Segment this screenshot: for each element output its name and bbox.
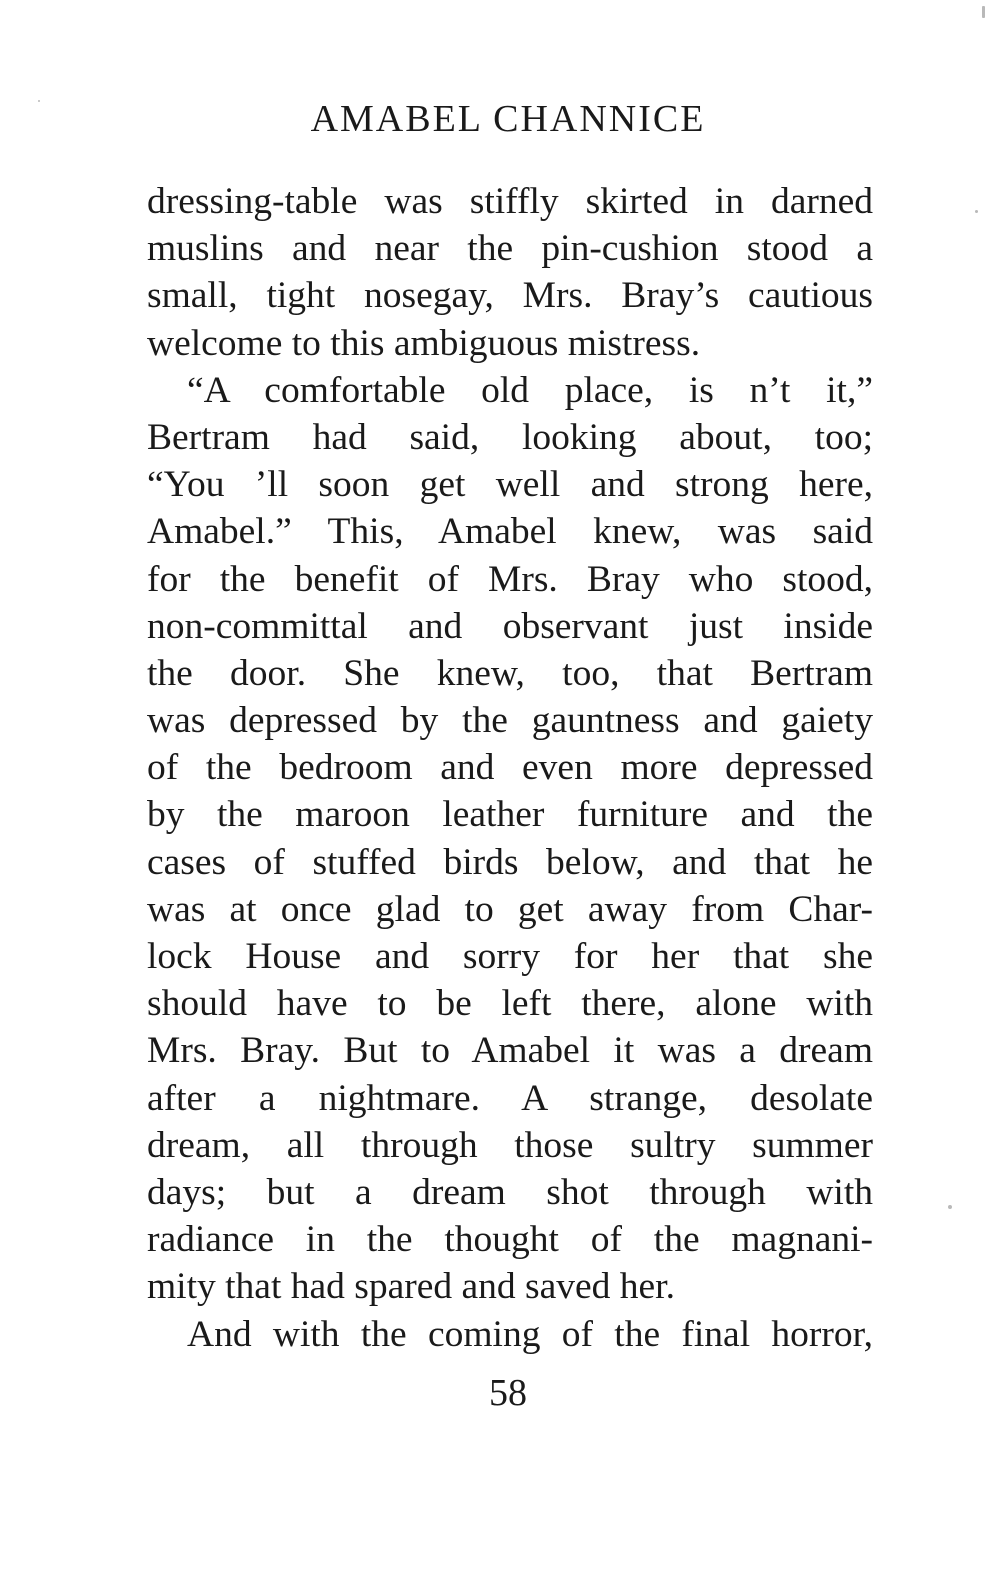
text-line: small, tight nosegay, Mrs. Bray’s cautious — [147, 275, 873, 317]
text-line: Amabel.” This, Amabel knew, was said — [147, 511, 873, 553]
text-line: mity that had spared and saved her. — [147, 1266, 675, 1308]
text-line: And with the coming of the final horror, — [187, 1313, 873, 1355]
scan-speck — [948, 1205, 952, 1209]
text-line: cases of stuffed birds below, and that he — [147, 841, 873, 883]
text-line: by the maroon leather furniture and the — [147, 794, 873, 836]
scan-speck — [38, 100, 40, 102]
text-line: days; but a dream shot through with — [147, 1171, 873, 1213]
scan-speck — [975, 210, 978, 213]
text-line: “You ’ll soon get well and strong here, — [147, 464, 873, 506]
text-line: the door. She knew, too, that Bertram — [147, 652, 873, 694]
text-line: should have to be left there, alone with — [147, 983, 873, 1025]
text-line: was at once glad to get away from Char- — [147, 888, 873, 930]
text-line: for the benefit of Mrs. Bray who stood, — [147, 558, 873, 600]
text-line: was depressed by the gauntness and gaiety — [147, 700, 873, 742]
text-line: “A comfortable old place, is n’t it,” — [187, 369, 873, 411]
text-line: Mrs. Bray. But to Amabel it was a dream — [147, 1030, 873, 1072]
text-line: Bertram had said, looking about, too; — [147, 416, 873, 458]
scan-speck — [982, 6, 985, 18]
body-text — [147, 178, 873, 1358]
text-line: non-committal and observant just inside — [147, 605, 873, 647]
page-number: 58 — [489, 1372, 527, 1414]
text-line: muslins and near the pin-cushion stood a — [147, 228, 873, 270]
text-line: dressing-table was stiffly skirted in darned — [147, 181, 873, 222]
text-line: radiance in the thought of the magnani- — [147, 1219, 873, 1261]
text-line: welcome to this ambiguous mistress. — [147, 322, 701, 364]
text-line: dream, all through those sultry summer — [147, 1124, 873, 1166]
text-line: after a nightmare. A strange, desolate — [147, 1077, 873, 1119]
text-line: of the bedroom and even more depressed — [147, 747, 873, 789]
text-line: lock House and sorry for her that she — [147, 936, 873, 977]
running-head: AMABEL CHANNICE — [310, 98, 706, 140]
